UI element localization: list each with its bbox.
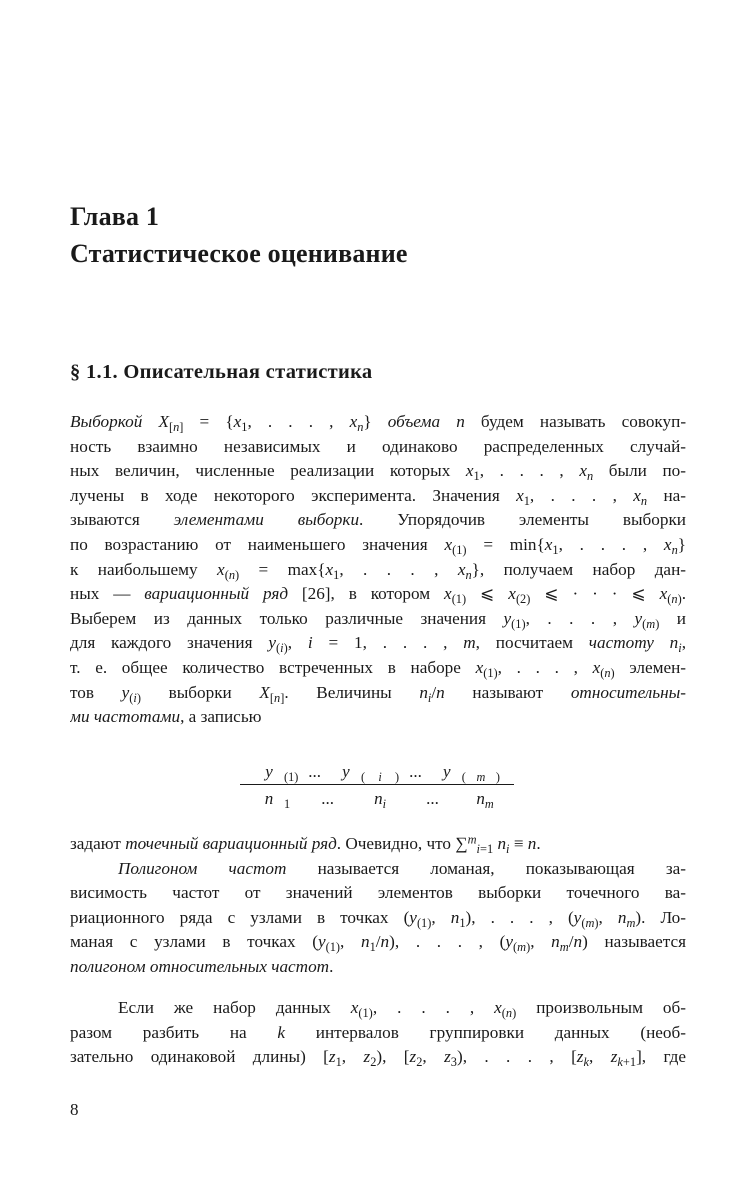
text-line: ми частотами, а записью xyxy=(70,707,262,727)
section-title: § 1.1. Описательная статистика xyxy=(70,361,373,383)
text-line: для каждого значения $y_{(i)}$, i = 1, . . . , m, посчитаем частоту $n_i$, xyxy=(70,633,686,656)
paragraph-3 xyxy=(70,996,686,1070)
chapter-title: Статистическое оценивание xyxy=(70,239,408,268)
text-line: зываются элементами выборки. Упорядочив элементы выборки xyxy=(70,510,686,530)
text-line: Если же набор данных $x_{(1)}$, . . . , $x_{(n)}$ произвольным об- xyxy=(118,998,686,1020)
text-line: т. е. общее количество встреченных в наборе $x_{(1)}$, . . . , $x_{(n)}$ элемен- xyxy=(70,657,686,680)
table-row-values xyxy=(240,760,514,784)
table-cell: ... xyxy=(308,762,321,781)
table-cell: y $_{( m )}$ xyxy=(443,762,500,784)
text-line: ных — вариационный ряд [26], в котором $x_{(1)}$ ⩽ $x_{(2)}$ ⩽ · · · ⩽ $x_{(n)}$. xyxy=(70,584,686,607)
text-line: полигоном относительных частот. xyxy=(70,956,334,976)
table-cell: y $_{( i )}$ xyxy=(342,762,400,784)
table-rule xyxy=(240,784,514,785)
table-cell: ... xyxy=(409,762,422,781)
text-line: зательно одинаковой длины) [$z_1$, $z_2$), [$z_2$, $z_3$), . . . , [$z_k$, $z_{k+1}$], где xyxy=(70,1047,686,1070)
text-line: к наибольшему $x_{(n)} = \max\{x_1$, . . . , $x_n$}, получаем набор дан- xyxy=(70,559,686,582)
text-line: риационного ряда с узлами в точках ($y_{(1)}$, $n_1$), . . . , ($y_{(m)}$, $n_m$). Ло- xyxy=(70,907,686,930)
chapter-label: Глава 1 xyxy=(70,202,160,231)
text-line: висимость частот от значений элементов выборки точечного ва- xyxy=(70,883,686,903)
text-line: Полигоном частот называется ломаная, показывающая за- xyxy=(118,858,686,878)
page-number: 8 xyxy=(70,1100,79,1119)
table-cell: $n_m$ xyxy=(476,789,494,811)
text-line: задают точечный вариационный ряд. Очевидно, что ∑$^m_{i=1}$ $n_i \equiv n$. xyxy=(70,832,541,856)
table-cell: $n_i$ xyxy=(374,789,387,811)
text-line: тов $y_{(i)}$ выборки $X_{[n]}$. Величины $n_i/n$ называют относительны- xyxy=(70,682,686,705)
table-cell: n $_1$ xyxy=(264,789,291,811)
variation-series-table xyxy=(240,760,514,811)
text-line: маная с узлами в точках ($y_{(1)}$, $n_1/n$), . . . , ($y_{(m)}$, $n_m/n$) называется xyxy=(70,932,686,955)
paragraph-2 xyxy=(70,832,686,980)
text-line: Выберем из данных только различные значения $y_{(1)}$, . . . , $y_{(m)}$ и xyxy=(70,608,686,631)
table-row-frequencies xyxy=(240,787,514,811)
table-cell: ... xyxy=(426,789,439,808)
text-line: лучены в ходе некоторого эксперимента. Значения $x_1$, . . . , $x_n$ на- xyxy=(70,485,686,508)
table-cell: ... xyxy=(321,789,334,808)
paragraph-1 xyxy=(70,410,686,730)
text-line: разом разбить на k интервалов группировки данных (необ- xyxy=(70,1022,686,1042)
text-line: по возрастанию от наименьшего значения $x_{(1)} = \min\{x_1$, . . . , $x_n$} xyxy=(70,534,686,557)
text-line: ных величин, численные реализации которых $x_1$, . . . , $x_n$ были по- xyxy=(70,461,686,484)
table-cell: y $_{(1)}$ xyxy=(265,762,299,784)
text-line: Выборкой $X_{[n]} = \{x_1$, . . . , $x_n$} объема n будем называть совокуп- xyxy=(70,412,686,434)
chapter-heading xyxy=(70,198,408,272)
text-line: ность взаимно независимых и одинаково распределенных случай- xyxy=(70,436,686,456)
